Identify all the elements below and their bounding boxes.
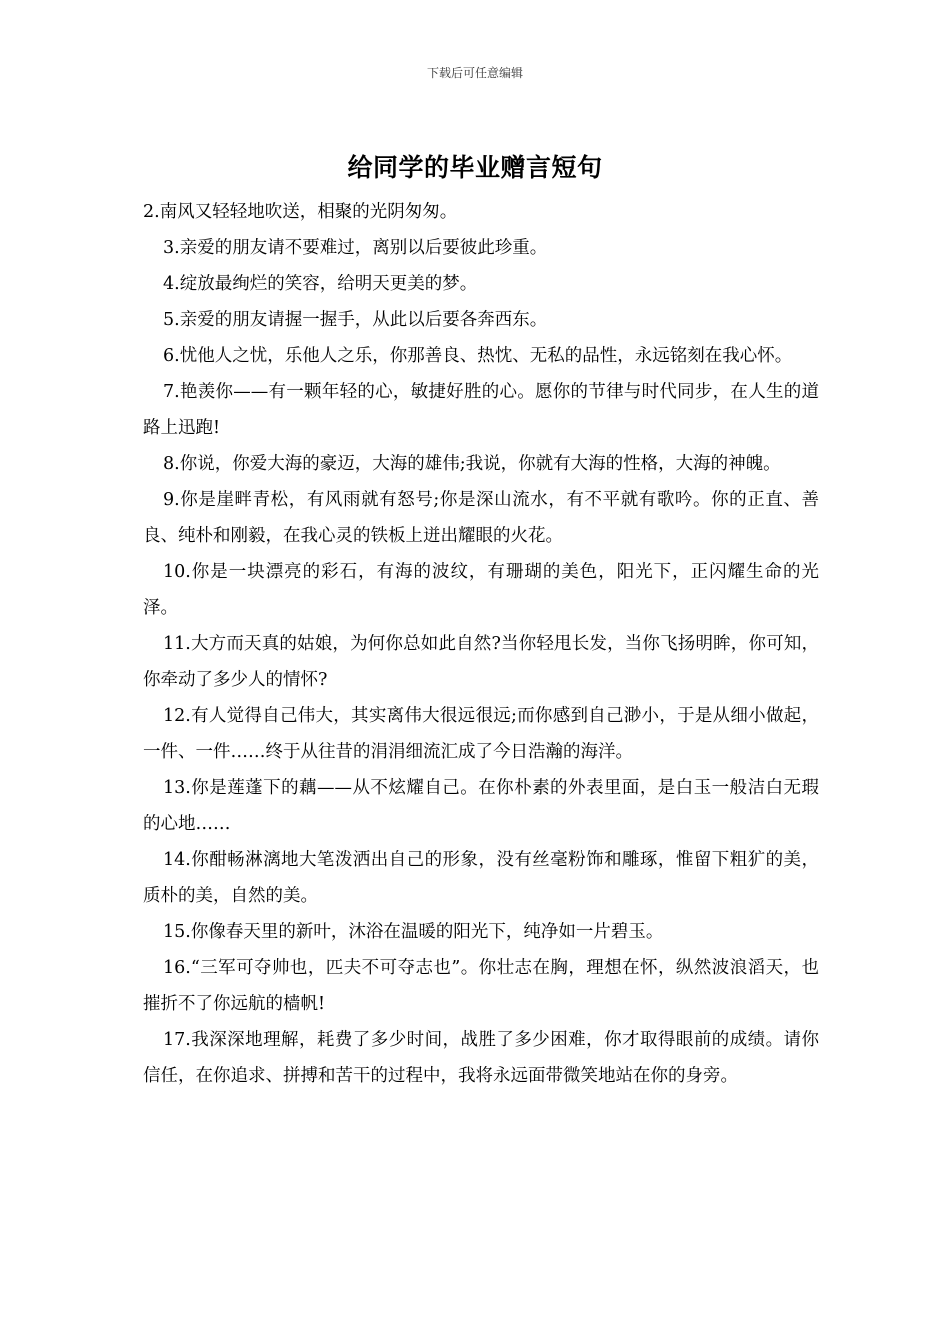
paragraph-4: 4.绽放最绚烂的笑容，给明天更美的梦。: [163, 274, 478, 294]
document-body: [143, 194, 819, 1094]
paragraph-7: 7.艳羡你——有一颗年轻的心，敏捷好胜的心。愿你的节律与时代同步，在人生的道路上迅跑!: [143, 382, 819, 438]
paragraph-9: 9.你是崖畔青松，有风雨就有怒号;你是深山流水，有不平就有歌吟。你的正直、善良、纯朴和刚毅，在我心灵的铁板上迸出耀眼的火花。: [143, 490, 819, 546]
paragraph-13: 13.你是莲蓬下的藕——从不炫耀自己。在你朴素的外表里面，是白玉一般洁白无瑕的心地……: [143, 778, 819, 834]
paragraph-16: 16.“三军可夺帅也，匹夫不可夺志也”。你壮志在胸，理想在怀，纵然波浪滔天，也摧折不了你远航的樯帆!: [143, 958, 819, 1014]
paragraph-17: 17.我深深地理解，耗费了多少时间，战胜了多少困难，你才取得眼前的成绩。请你信任，在你追求、拼搏和苦干的过程中，我将永远面带微笑地站在你的身旁。: [143, 1030, 819, 1086]
header-note: 下载后可任意编辑: [426, 66, 523, 80]
paragraph-3: 3.亲爱的朋友请不要难过，离别以后要彼此珍重。: [163, 238, 548, 258]
paragraph-10: 10.你是一块漂亮的彩石，有海的波纹，有珊瑚的美色，阳光下，正闪耀生命的光泽。: [143, 562, 819, 618]
paragraph-12: 12.有人觉得自己伟大，其实离伟大很远很远;而你感到自己渺小，于是从细小做起，一件、一件……终于从往昔的涓涓细流汇成了今日浩瀚的海洋。: [143, 706, 819, 762]
paragraph-15: 15.你像春天里的新叶，沐浴在温暖的阳光下，纯净如一片碧玉。: [163, 922, 664, 942]
paragraph-8: 8.你说，你爱大海的豪迈，大海的雄伟;我说，你就有大海的性格，大海的神魄。: [163, 454, 781, 474]
paragraph-11: 11.大方而天真的姑娘，为何你总如此自然?当你轻甩长发，当你飞扬明眸，你可知，你牵动了多少人的情怀?: [143, 634, 819, 690]
paragraph-6: 6.忧他人之忧，乐他人之乐，你那善良、热忱、无私的品性，永远铭刻在我心怀。: [163, 346, 793, 366]
paragraph-2: 2.南风又轻轻地吹送，相聚的光阴匆匆。: [143, 202, 458, 222]
paragraph-14: 14.你酣畅淋漓地大笔泼洒出自己的形象，没有丝毫粉饰和雕琢，惟留下粗犷的美，质朴的美，自然的美。: [143, 850, 819, 906]
document-title: 给同学的毕业赠言短句: [347, 153, 603, 182]
paragraph-5: 5.亲爱的朋友请握一握手，从此以后要各奔西东。: [163, 310, 548, 330]
